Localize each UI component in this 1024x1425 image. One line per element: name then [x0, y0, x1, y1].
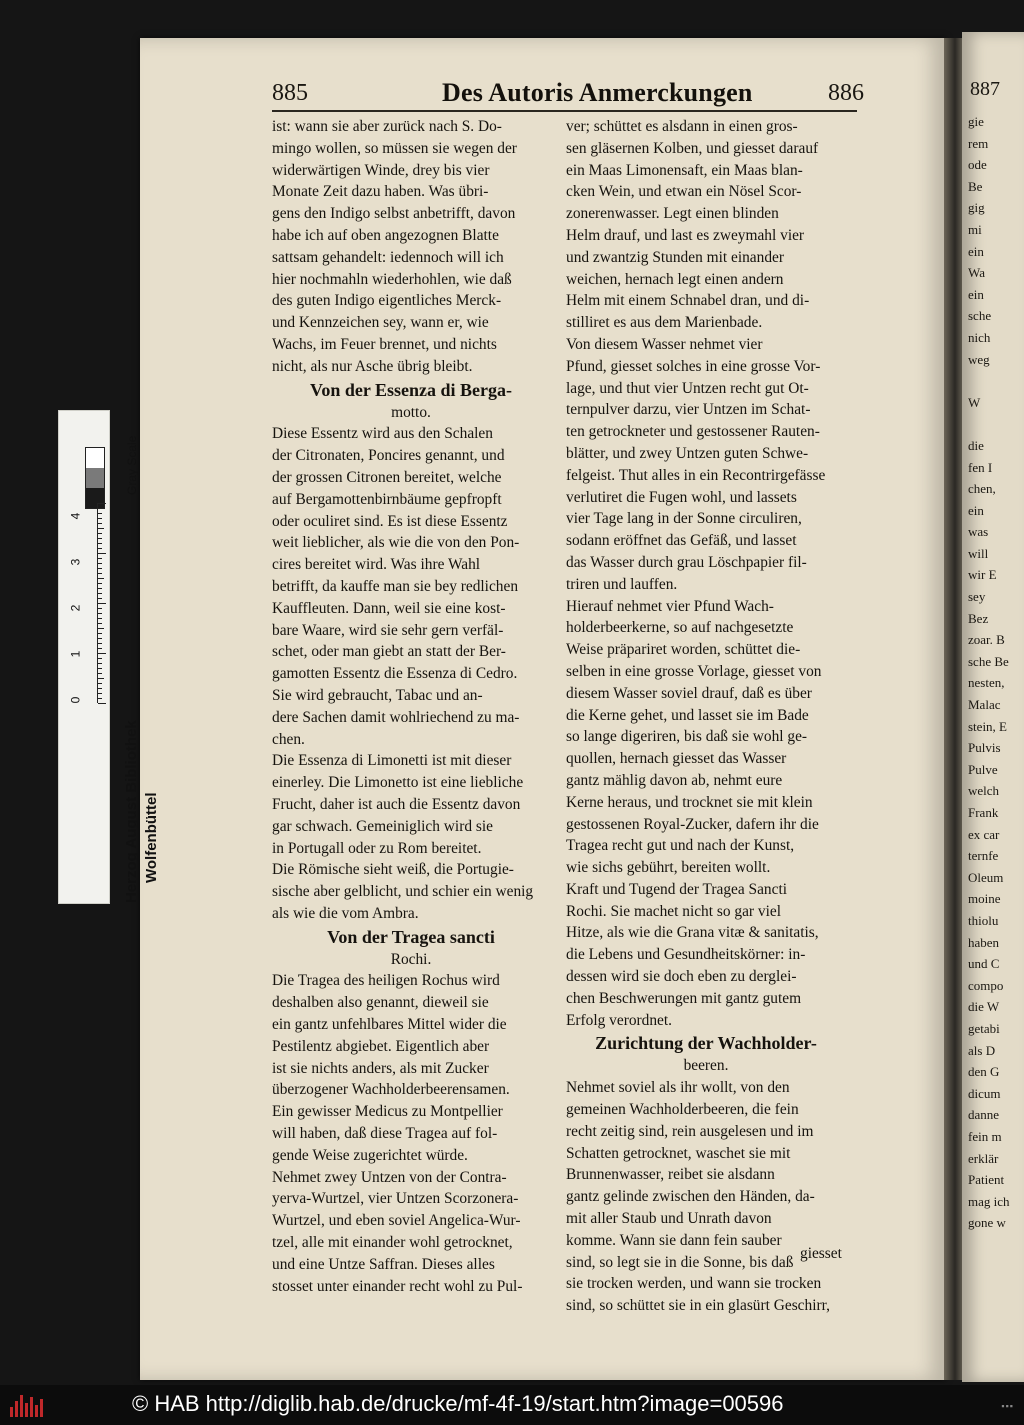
next-page-line: thiolu	[968, 912, 999, 928]
next-page-line: sche	[968, 308, 992, 324]
next-page-line: nesten,	[968, 675, 1005, 691]
text-line: Tragea recht gut und nach der Kunst,	[566, 837, 795, 855]
text-line: Wurtzel, und eben soviel Angelica-Wur-	[272, 1212, 521, 1230]
text-line: motto.	[391, 403, 431, 421]
next-page-line: ein	[968, 243, 984, 259]
text-line: schet, oder man giebt an statt der Ber-	[272, 643, 506, 661]
next-page-line: stein, E	[968, 718, 1007, 734]
section-heading: Von der Essenza di Berga-	[309, 379, 513, 400]
next-page-line: die W	[968, 999, 1000, 1015]
ruler-tick	[98, 668, 102, 669]
ruler-tick	[98, 693, 102, 694]
ruler-number: 3	[68, 558, 83, 566]
text-line: gantz mählig davon ab, nehmt eure	[566, 771, 783, 789]
next-page-line: fen I	[968, 459, 993, 475]
footer-url[interactable]: © HAB http://diglib.hab.de/drucke/mf-4f-19/start.htm?image=00596	[132, 1391, 784, 1416]
next-page-line: als D	[968, 1042, 996, 1058]
ruler-tick	[98, 508, 102, 509]
next-page-line: danne	[968, 1107, 1000, 1123]
text-line: ist: wann sie aber zurück nach S. Do-	[272, 118, 502, 135]
ruler-tick	[98, 603, 106, 604]
text-line: sind, so schüttet sie in ein glasürt Geschirr,	[566, 1297, 830, 1315]
ruler-tick	[98, 528, 104, 529]
next-page-line: getabi	[968, 1020, 1000, 1036]
ruler-number: 0	[68, 696, 83, 704]
text-line: tzel, alle mit einander wohl getrocknet,	[272, 1234, 513, 1252]
text-line: ver; schüttet es alsdann in einen gros-	[566, 118, 798, 135]
text-line: in Portugall oder zu Rom bereitet.	[272, 839, 482, 857]
next-page-line: Malac	[968, 697, 1001, 713]
ruler-tick	[98, 543, 102, 544]
next-page-line: chen,	[968, 481, 996, 497]
next-page-line: compo	[968, 977, 1004, 993]
ruler-tick	[98, 613, 102, 614]
gray-scale-swatches	[85, 447, 105, 509]
next-page-line: den G	[968, 1064, 1000, 1080]
next-page-line: mi	[968, 221, 982, 237]
text-line: holderbeerkerne, so auf nachgesetzte	[566, 619, 794, 637]
text-line: ein gantz unfehlbares Mittel wider die	[272, 1016, 507, 1034]
next-page-line: ein	[968, 286, 984, 302]
text-line: gar schwach. Gemeiniglich wird sie	[272, 817, 493, 835]
next-page-line: Be	[968, 178, 983, 194]
next-page-line: ode	[968, 157, 987, 173]
text-line: sattsam gehandelt: iedennoch will ich	[272, 248, 504, 266]
hab-logo-bar	[30, 1397, 33, 1417]
text-line: ternpulver darzu, vier Untzen im Schat-	[566, 401, 811, 419]
text-line: und Kennzeichen sey, wann er, wie	[272, 314, 489, 332]
text-line: gens den Indigo selbst anbetrifft, davon	[272, 205, 516, 223]
text-line: weit lieblicher, als wie die von den Pon-	[272, 534, 520, 552]
next-page-line: Pulve	[968, 761, 998, 777]
next-page-line	[962, 413, 1024, 435]
text-line: mit aller Staub und Unrath davon	[566, 1210, 772, 1228]
text-line: Pfund, giesset solches in eine grosse Vor-	[566, 357, 821, 375]
next-page-line: die	[968, 437, 984, 453]
next-page-line: und C	[968, 956, 1000, 972]
next-page-line: ex car	[968, 826, 1000, 842]
next-page-line: nich	[968, 329, 991, 345]
text-line: Von diesem Wasser nehmet vier	[566, 335, 763, 353]
next-page-line: haben	[968, 934, 1000, 950]
text-line: felgeist. Thut alles in ein Recontrirgefässe	[566, 466, 826, 484]
text-line: sen gläsernen Kolben, und giesset darauf	[566, 139, 819, 157]
ruler-tick	[98, 683, 102, 684]
next-page-line: was	[968, 524, 989, 540]
library-city: Wolfenbüttel	[143, 792, 160, 883]
text-line: habe ich auf oben angezognen Blatte	[272, 226, 499, 244]
text-line: cires bereitet wird. Was ihre Wahl	[272, 556, 481, 574]
text-line: lage, und thut vier Untzen recht gut Ot-	[566, 379, 809, 397]
hab-logo-bar	[25, 1403, 28, 1417]
text-line: Diese Essentz wird aus den Schalen	[272, 425, 493, 443]
next-page-line: rem	[968, 135, 989, 151]
next-page-line: weg	[968, 351, 990, 367]
gray-scale-label: Gray Scale	[125, 435, 139, 495]
text-line: Rochi.	[390, 950, 432, 968]
next-page-line: W	[968, 394, 981, 410]
ruler-tick	[98, 688, 102, 689]
next-page-line: sche Be	[968, 653, 1009, 669]
next-page-line: Wa	[968, 265, 985, 281]
text-line: quollen, hernach giesset das Wasser	[566, 750, 787, 768]
ruler-tick	[98, 673, 102, 674]
text-line: hier nochmahln wiederhohlen, wie daß	[272, 270, 512, 288]
text-line: so lange digeriren, bis daß sie wohl ge-	[566, 728, 808, 746]
text-line: auf Bergamottenbirnbäume gepfropft	[272, 490, 502, 508]
text-line: Rochi. Sie machet nicht so gar viel	[566, 902, 781, 920]
text-line: deshalben also genannt, dieweil sie	[272, 994, 489, 1012]
text-line: verlutiret die Fugen wohl, und lassets	[566, 488, 797, 506]
text-line: Kraft und Tugend der Tragea Sancti	[566, 880, 788, 898]
text-line: überzogener Wachholderbeerensamen.	[272, 1081, 510, 1099]
ruler-tick	[98, 558, 102, 559]
text-line: will haben, daß diese Tragea auf fol-	[272, 1125, 498, 1143]
hab-logo-bar	[35, 1405, 38, 1417]
next-page-line: zoar. B	[968, 632, 1005, 648]
next-page-line: Frank	[968, 805, 999, 820]
ruler-tick	[98, 698, 102, 699]
next-page-line: ternfe	[968, 848, 999, 864]
next-page-line: Oleum	[968, 869, 1004, 885]
ruler-number: 2	[68, 604, 83, 612]
ruler-tick	[98, 553, 106, 554]
left-page-number: 885	[272, 80, 308, 106]
next-page-line: erklär	[968, 1150, 999, 1166]
text-line: das Wasser durch grau Löschpapier fil-	[566, 553, 807, 571]
text-line: Nehmet zwey Untzen von der Contra-	[272, 1168, 507, 1186]
ruler-tick	[98, 653, 106, 654]
right-text-column	[566, 116, 846, 1317]
next-page-line: welch	[968, 783, 1000, 799]
text-line: yerva-Wurtzel, vier Untzen Scorzonera-	[272, 1190, 519, 1208]
text-line: widerwärtigen Winde, drey bis vier	[272, 161, 490, 179]
footer-dots-icon: ▪▪▪	[1001, 1401, 1014, 1411]
text-line: Kauffleuten. Dann, weil sie eine kost-	[272, 599, 506, 617]
text-line: weichen, hernach legt einen andern	[566, 270, 784, 288]
hab-logo-icon	[10, 1393, 44, 1417]
text-line: Die Essenza di Limonetti ist mit dieser	[272, 752, 512, 770]
text-line: Schatten getrocknet, waschet sie mit	[566, 1144, 791, 1162]
ruler-tick	[98, 538, 102, 539]
section-heading: Zurichtung der Wachholder-	[595, 1033, 817, 1054]
gray-scale-card	[58, 410, 160, 904]
next-page-line: sey	[968, 589, 986, 605]
text-line: Hierauf nehmet vier Pfund Wach-	[566, 597, 774, 615]
text-line: gamotten Essentz die Essenza di Cedro.	[272, 665, 518, 683]
text-line: Frucht, daher ist auch die Essentz davon	[272, 795, 521, 813]
ruler-tick	[98, 628, 104, 629]
next-page-line: moine	[968, 891, 1001, 907]
next-page-line: Patient	[968, 1172, 1005, 1188]
text-line: zonerenwasser. Legt einen blinden	[566, 205, 779, 223]
text-line: dessen wird sie doch eben zu derglei-	[566, 968, 797, 986]
ruler-tick	[98, 588, 102, 589]
ruler-tick	[98, 573, 102, 574]
next-page-line	[962, 370, 1024, 392]
next-page-line: mag ich	[968, 1193, 1010, 1209]
ruler-tick	[98, 618, 102, 619]
next-page-line: Pulvis	[968, 740, 1001, 756]
section-heading: Von der Tragea sancti	[327, 926, 495, 947]
text-line: Pestilentz abgiebet. Eigentlich aber	[272, 1037, 490, 1055]
next-page-line: gie	[968, 114, 984, 129]
text-line: bare Waare, wird sie sehr gern verfäl-	[272, 621, 504, 639]
text-line: gantz gelinde zwischen den Händen, da-	[566, 1188, 815, 1206]
text-line: selben in eine grosse Vorlage, giesset von	[566, 662, 822, 680]
next-page-text	[962, 101, 1024, 1234]
next-page-line: Bez	[968, 610, 989, 626]
text-line: Wachs, im Feuer brennet, und nichts	[272, 335, 497, 353]
text-line: dere Sachen damit wohlriechend zu ma-	[272, 708, 520, 726]
ruler-tick	[98, 563, 102, 564]
text-line: Hitze, als wie die Grana vitæ & sanitatis,	[566, 924, 819, 942]
ruler-tick	[98, 523, 102, 524]
text-line: und eine Untze Saffran. Dieses alles	[272, 1255, 495, 1273]
gray-swatch-white	[86, 448, 104, 468]
next-page-number: 887	[970, 78, 1000, 100]
gray-swatch-mid	[86, 468, 104, 488]
ruler-tick	[98, 633, 102, 634]
text-line: die Kerne gehet, und lasset sie im Bade	[566, 706, 809, 724]
ruler-tick	[98, 548, 102, 549]
ruler-tick	[98, 568, 102, 569]
text-line: die Lebens und Gesundheitskörner: in-	[566, 946, 806, 964]
ruler-tick	[98, 583, 102, 584]
ruler-tick	[98, 598, 102, 599]
library-name: Herzog August Bibliothek	[123, 720, 140, 903]
text-line: Helm drauf, und last es zweymahl vier	[566, 226, 805, 244]
next-page-line: fein m	[968, 1128, 1002, 1144]
footer-bar	[0, 1385, 1024, 1425]
ruler-tick	[98, 503, 106, 504]
text-line: oder oculiret sind. Es ist diese Essentz	[272, 512, 508, 530]
ruler-tick	[98, 638, 102, 639]
text-line: blätter, und zwey Untzen guten Schwe-	[566, 444, 809, 462]
catchword: giesset	[800, 1245, 842, 1262]
text-line: cken Wein, und etwan ein Nösel Scor-	[566, 183, 802, 201]
ruler-tick	[98, 533, 102, 534]
text-line: sodann eröffnet das Gefäß, und lasset	[566, 532, 797, 550]
text-line: ten getrockneter und gestossener Rauten-	[566, 423, 820, 441]
text-line: Helm mit einem Schnabel dran, und di-	[566, 292, 810, 310]
left-text-column	[272, 116, 550, 1297]
text-line: chen Beschwerungen mit gantz gutem	[566, 989, 802, 1007]
page-header	[272, 74, 864, 112]
ruler-tick	[98, 663, 102, 664]
text-line: der grossen Citronen bereitet, welche	[272, 468, 502, 486]
next-page-line: dicum	[968, 1085, 1001, 1101]
text-line: sind, so legt sie in die Sonne, bis daß	[566, 1253, 794, 1271]
text-line: Ein gewisser Medicus zu Montpellier	[272, 1103, 503, 1121]
ruler-tick	[98, 513, 102, 514]
ruler-tick	[98, 578, 104, 579]
ruler-tick	[98, 518, 102, 519]
text-line: sische aber gelblicht, und schier ein wenig	[272, 883, 534, 901]
text-line: ein Maas Limonensaft, ein Maas blan-	[566, 161, 803, 179]
text-line: gende Weise zugerichtet würde.	[272, 1146, 468, 1164]
ruler-tick	[98, 608, 102, 609]
text-line: komme. Wann sie dann fein sauber	[566, 1231, 782, 1249]
text-line: Weise präpariret worden, schüttet die-	[566, 641, 801, 659]
text-line: Nehmet soviel als ihr wollt, von den	[566, 1079, 790, 1097]
text-line: stilliret es aus dem Marienbade.	[566, 314, 763, 332]
text-line: stosset unter einander recht wohl zu Pul-	[272, 1277, 523, 1295]
ruler-tick	[98, 703, 106, 704]
ruler-tick	[98, 593, 102, 594]
text-line: gestossenen Royal-Zucker, dafern ihr die	[566, 815, 819, 833]
ruler-tick	[98, 648, 102, 649]
text-line: nicht, als nur Asche übrig bleibt.	[272, 357, 473, 375]
next-page-line: ein	[968, 502, 984, 518]
cm-ruler	[68, 503, 106, 704]
book-gutter	[944, 38, 964, 1380]
ruler-number: 1	[68, 650, 83, 658]
book-page-right-partial	[962, 32, 1024, 1382]
text-line: ist sie nichts anders, als mit Zucker	[272, 1059, 489, 1077]
text-line: Brunnenwasser, reibet sie alsdann	[566, 1166, 775, 1184]
right-page-number: 886	[828, 80, 864, 106]
text-line: mingo wollen, so müssen sie wegen der	[272, 139, 517, 157]
text-line: chen.	[272, 730, 305, 748]
text-line: als wie die vom Ambra.	[272, 904, 419, 922]
text-line: Monate Zeit dazu haben. Was übri-	[272, 183, 489, 201]
text-line: Erfolg verordnet.	[566, 1011, 672, 1029]
text-line: beeren.	[683, 1057, 729, 1075]
ruler-number: 4	[68, 512, 83, 520]
ruler-tick	[98, 643, 102, 644]
text-line: wie sichs gebührt, bereiten wollt.	[566, 859, 771, 877]
next-page-line: gone w	[968, 1215, 1006, 1231]
ruler-tick	[98, 658, 102, 659]
text-line: Kerne heraus, und trocknet sie mit klein	[566, 793, 813, 811]
next-page-line: gig	[968, 200, 985, 216]
text-line: vier Tage lang in der Sonne circuliren,	[566, 510, 802, 528]
hab-logo-bar	[15, 1401, 18, 1417]
next-page-line: wir E	[968, 567, 997, 583]
text-line: Sie wird gebraucht, Tabac und an-	[272, 686, 483, 704]
ruler-tick	[98, 623, 102, 624]
text-line: diesem Wasser soviel drauf, daß es über	[566, 684, 812, 702]
text-line: sie trocken werden, und wann sie trocken	[566, 1275, 822, 1293]
text-line: triren und lauffen.	[566, 575, 678, 593]
text-line: der Citronaten, Poncires genannt, und	[272, 447, 505, 465]
text-line: Die Römische sieht weiß, die Portugie-	[272, 861, 514, 879]
ruler-tick	[98, 678, 104, 679]
text-line: gemeinen Wachholderbeeren, die fein	[566, 1101, 799, 1119]
hab-logo-bar	[20, 1395, 23, 1417]
next-page-line: will	[968, 545, 989, 561]
hab-logo-bar	[10, 1407, 13, 1417]
text-line: Die Tragea des heiligen Rochus wird	[272, 972, 500, 990]
text-line: einerley. Die Limonetto ist eine liebliche	[272, 774, 524, 792]
text-line: und zwantzig Stunden mit einander	[566, 248, 784, 266]
hab-logo-bar	[40, 1399, 43, 1417]
text-line: betrifft, da kauffe man sie bey redlichen	[272, 577, 519, 595]
text-line: recht zeitig sind, rein ausgelesen und im	[566, 1122, 814, 1140]
running-head: Des Autoris Anmerckungen	[442, 78, 753, 107]
header-rule	[272, 110, 857, 112]
text-line: des guten Indigo eigentliches Merck-	[272, 292, 502, 310]
